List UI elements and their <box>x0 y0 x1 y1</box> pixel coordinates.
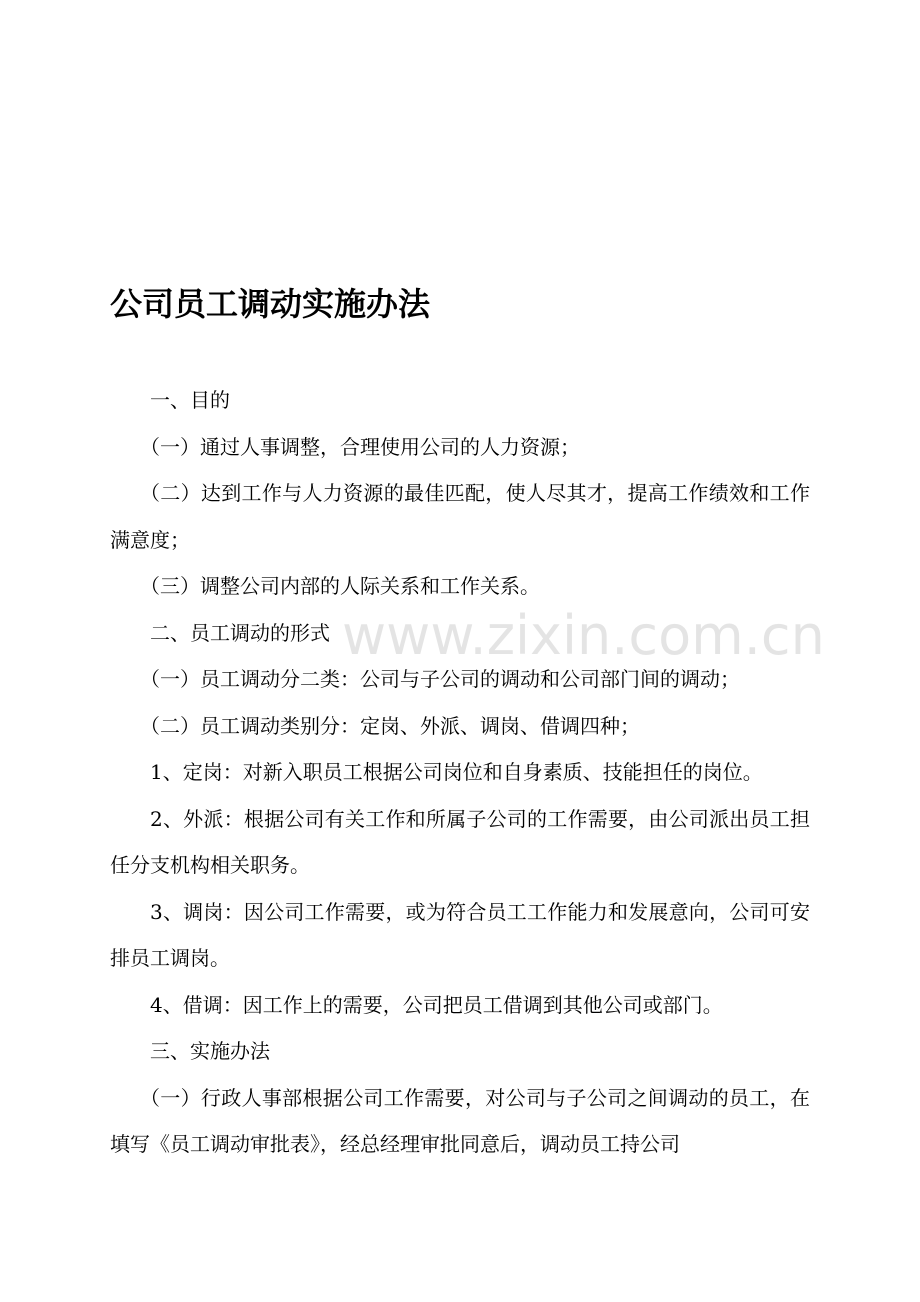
paragraph-type-dispatch: 2、外派：根据公司有关工作和所属子公司的工作需要，由公司派出员工担任分支机构相关职务。 <box>110 806 810 877</box>
paragraph-type-secondment: 4、借调：因工作上的需要，公司把员工借调到其他公司或部门。 <box>150 992 723 1017</box>
paragraph-implementation-1: （一）行政人事部根据公司工作需要，对公司与子公司之间调动的员工，在填写《员工调动审批表》，经总经理审批同意后，调动员工持公司 <box>110 1085 810 1156</box>
document-body <box>110 377 810 1168</box>
paragraph-purpose-3: （三）调整公司内部的人际关系和工作关系。 <box>140 574 540 598</box>
section-heading-forms: 二、员工调动的形式 <box>150 620 330 645</box>
paragraph-purpose-1: （一）通过人事调整，合理使用公司的人力资源； <box>140 434 580 459</box>
section-heading-purpose: 一、目的 <box>150 388 230 412</box>
paragraph-forms-2: （二）员工调动类别分：定岗、外派、调岗、借调四种； <box>140 713 640 738</box>
section-heading-implementation: 三、实施办法 <box>150 1039 270 1063</box>
paragraph-type-transfer: 3、调岗：因公司工作需要，或为符合员工工作能力和发展意向，公司可安排员工调岗。 <box>110 899 810 970</box>
site-watermark: www.zixin.com.cn <box>342 604 825 667</box>
paragraph-purpose-2: （二）达到工作与人力资源的最佳匹配，使人尽其才，提高工作绩效和工作满意度； <box>110 481 810 552</box>
paragraph-forms-1: （一）员工调动分二类：公司与子公司的调动和公司部门间的调动； <box>140 667 740 691</box>
document-title: 公司员工调动实施办法 <box>110 285 431 323</box>
paragraph-type-fixed-post: 1、定岗：对新入职员工根据公司岗位和自身素质、技能担任的岗位。 <box>150 760 763 784</box>
